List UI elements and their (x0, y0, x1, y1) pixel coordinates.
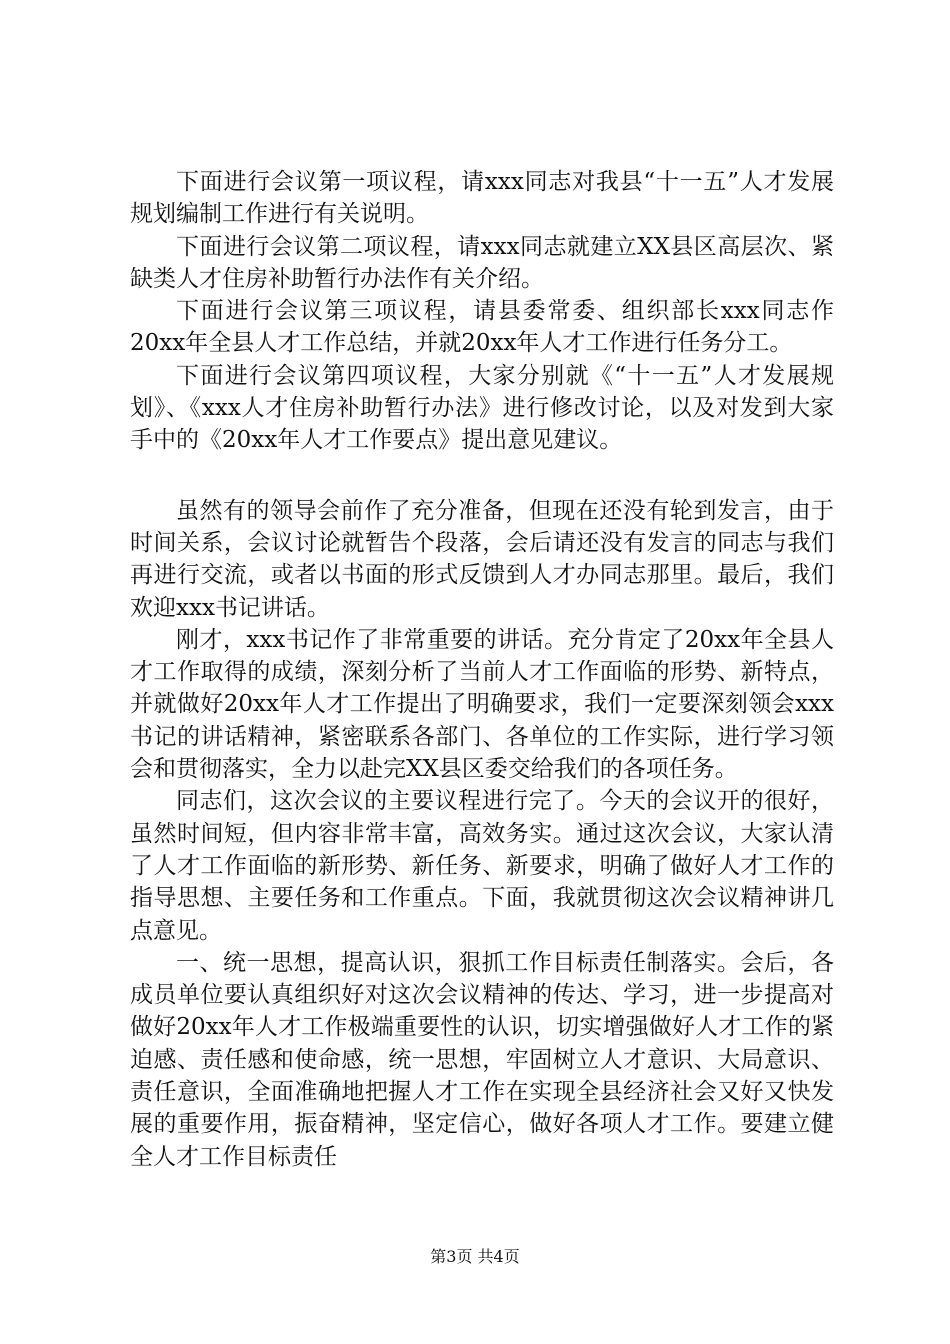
paragraph-agenda-3: 下面进行会议第三项议程，请县委常委、组织部长xxx同志作20xx年全县人才工作总结，并就20xx年人才工作进行任务分工。 (130, 298, 834, 357)
document-body (130, 166, 834, 1173)
paragraph-speech-summary: 刚才，xxx书记作了非常重要的讲话。充分肯定了20xx年全县人才工作取得的成绩，深刻分析了当前人才工作面临的形势、新特点，并就做好20xx年人才工作提出了明确要求，我们一定要深刻领会xxx书记的讲话精神，紧密联系各部门、各单位的工作实际，进行学习领会和贯彻落实，全力以赴完XX县区委交给我们的各项任务。 (130, 626, 834, 783)
paragraph-agenda-2: 下面进行会议第二项议程，请xxx同志就建立XX县区高层次、紧缺类人才住房补助暂行办法作有关介绍。 (130, 233, 834, 292)
paragraph-agenda-1: 下面进行会议第一项议程，请xxx同志对我县“十一五”人才发展规划编制工作进行有关说明。 (130, 169, 834, 228)
paragraph-gap (130, 457, 834, 495)
paragraph-point-one: 一、统一思想，提高认识，狠抓工作目标责任制落实。会后，各成员单位要认真组织好对这次会议精神的传达、学习，进一步提高对做好20xx年人才工作极端重要性的认识，切实增强做好人才工作的紧迫感、责任感和使命感，统一思想，牢固树立人才意识、大局意识、责任意识，全面准确地把握人才工作在实现全县经济社会又好又快发展的重要作用，振奋精神，坚定信心，做好各项人才工作。要建立健全人才工作目标责任 (130, 949, 834, 1170)
paragraph-discussion: 虽然有的领导会前作了充分准备，但现在还没有轮到发言，由于时间关系，会议讨论就暂告个段落，会后请还没有发言的同志与我们再进行交流，或者以书面的形式反馈到人才办同志那里。最后，我们欢迎xxx书记讲话。 (130, 497, 834, 621)
page-footer: 第3页 共4页 (430, 1247, 520, 1266)
paragraph-agenda-4: 下面进行会议第四项议程，大家分别就《“十一五”人才发展规划》、《xxx人才住房补助暂行办法》进行修改讨论，以及对发到大家手中的《20xx年人才工作要点》提出意见建议。 (130, 362, 834, 454)
paragraph-closing: 同志们，这次会议的主要议程进行完了。今天的会议开的很好，虽然时间短，但内容非常丰富，高效务实。通过这次会议，大家认清了人才工作面临的新形势、新任务、新要求，明确了做好人才工作的指导思想、主要任务和工作重点。下面，我就贯彻这次会议精神讲几点意见。 (130, 788, 834, 944)
